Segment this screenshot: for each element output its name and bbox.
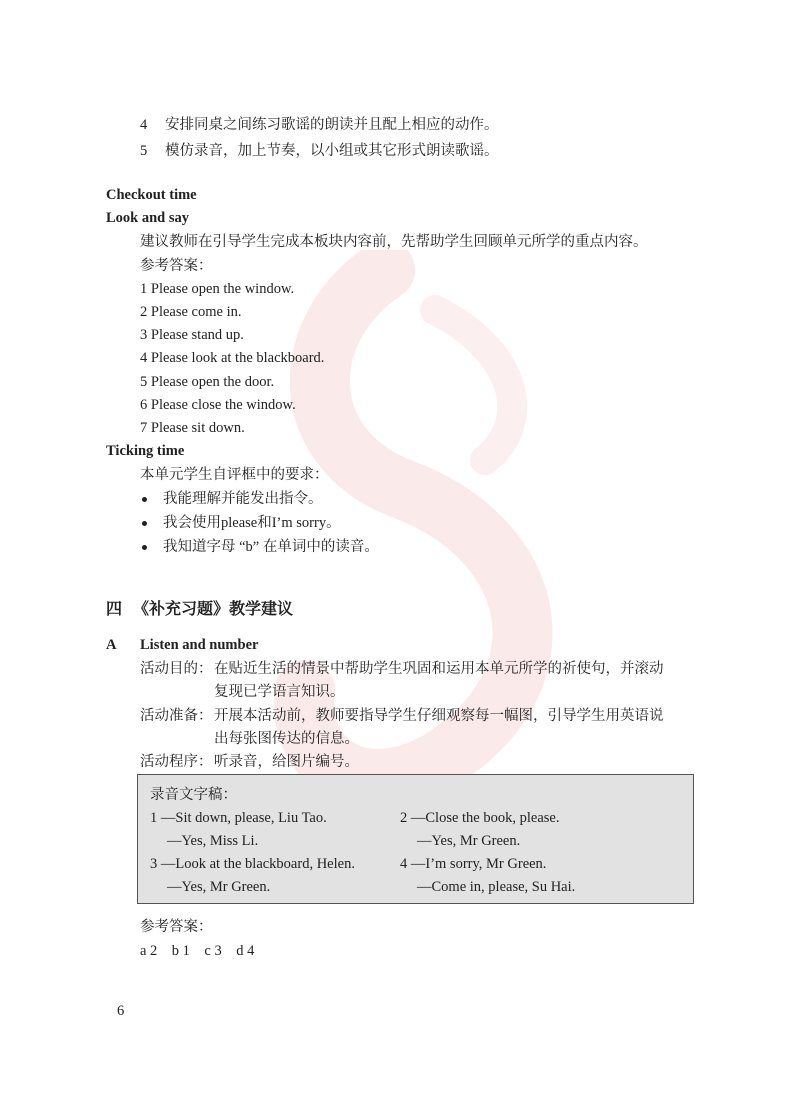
dialogue-1-line-1: 1 —Sit down, please, Liu Tao. <box>150 810 327 826</box>
bullet-dot-icon <box>142 545 147 550</box>
dialogue-2-line-2: —Yes, Mr Green. <box>417 833 521 849</box>
goal-text: 复现已学语言知识。 <box>214 684 345 700</box>
dialogue-3-line-2: —Yes, Mr Green. <box>167 879 271 895</box>
answer-line: 5 Please open the door. <box>140 374 275 390</box>
procedure-text: 听录音，给图片编号。 <box>214 754 359 770</box>
checkout-intro: 建议教师在引导学生完成本板块内容前，先帮助学生回顾单元所学的重点内容。 <box>140 234 648 250</box>
dialogue-2-line-1: 2 —Close the book, please. <box>400 810 560 826</box>
dialogue-4-line-2: —Come in, please, Su Hai. <box>417 879 576 895</box>
step-5-number: 5 <box>140 143 148 159</box>
section-title: 《补充习题》教学建议 <box>133 601 294 618</box>
dialogue-1-line-2: —Yes, Miss Li. <box>167 833 259 849</box>
ticking-bullet: 我知道字母 “b” 在单词中的读音。 <box>163 539 379 555</box>
procedure-label: 活动程序： <box>140 754 213 770</box>
prep-text: 出每张图传达的信息。 <box>214 731 359 747</box>
dialogue-3-line-1: 3 —Look at the blackboard, Helen. <box>150 856 355 872</box>
prep-text: 开展本活动前，教师要指导学生仔细观察每一幅图，引导学生用英语说 <box>214 708 664 724</box>
transcript-label: 录音文字稿： <box>150 787 237 803</box>
checkout-heading: Checkout time <box>106 187 197 203</box>
goal-label: 活动目的： <box>140 661 213 677</box>
prep-label: 活动准备： <box>140 708 213 724</box>
dialogue-4-line-1: 4 —I’m sorry, Mr Green. <box>400 856 547 872</box>
step-5-text: 模仿录音，加上节奏，以小组或其它形式朗读歌谣。 <box>165 143 499 159</box>
ticking-intro: 本单元学生自评框中的要求： <box>140 467 329 483</box>
page-number: 6 <box>117 1003 125 1019</box>
step-4-text: 安排同桌之间练习歌谣的朗读并且配上相应的动作。 <box>165 117 499 133</box>
answer-line: 3 Please stand up. <box>140 327 244 343</box>
bullet-dot-icon <box>142 497 147 502</box>
ticking-bullet: 我能理解并能发出指令。 <box>163 491 323 507</box>
answer-line: 6 Please close the window. <box>140 397 296 413</box>
ticking-bullet: 我会使用please和I’m sorry。 <box>163 515 341 531</box>
answer-line: 1 Please open the window. <box>140 281 295 297</box>
bullet-dot-icon <box>142 521 147 526</box>
part-a-letter: A <box>106 637 117 653</box>
part-a-title: Listen and number <box>140 637 259 653</box>
answer-line: 7 Please sit down. <box>140 420 245 436</box>
part-a-answer: a 2 b 1 c 3 d 4 <box>140 943 255 959</box>
ticking-heading: Ticking time <box>106 443 185 459</box>
answer-line: 2 Please come in. <box>140 304 242 320</box>
section-number: 四 <box>106 601 123 618</box>
step-4-number: 4 <box>140 117 148 133</box>
look-and-say-heading: Look and say <box>106 210 190 226</box>
checkout-answer-label: 参考答案： <box>140 258 213 274</box>
part-a-answer-label: 参考答案： <box>140 919 213 935</box>
answer-line: 4 Please look at the blackboard. <box>140 350 325 366</box>
goal-text: 在贴近生活的情景中帮助学生巩固和运用本单元所学的祈使句，并滚动 <box>214 661 664 677</box>
